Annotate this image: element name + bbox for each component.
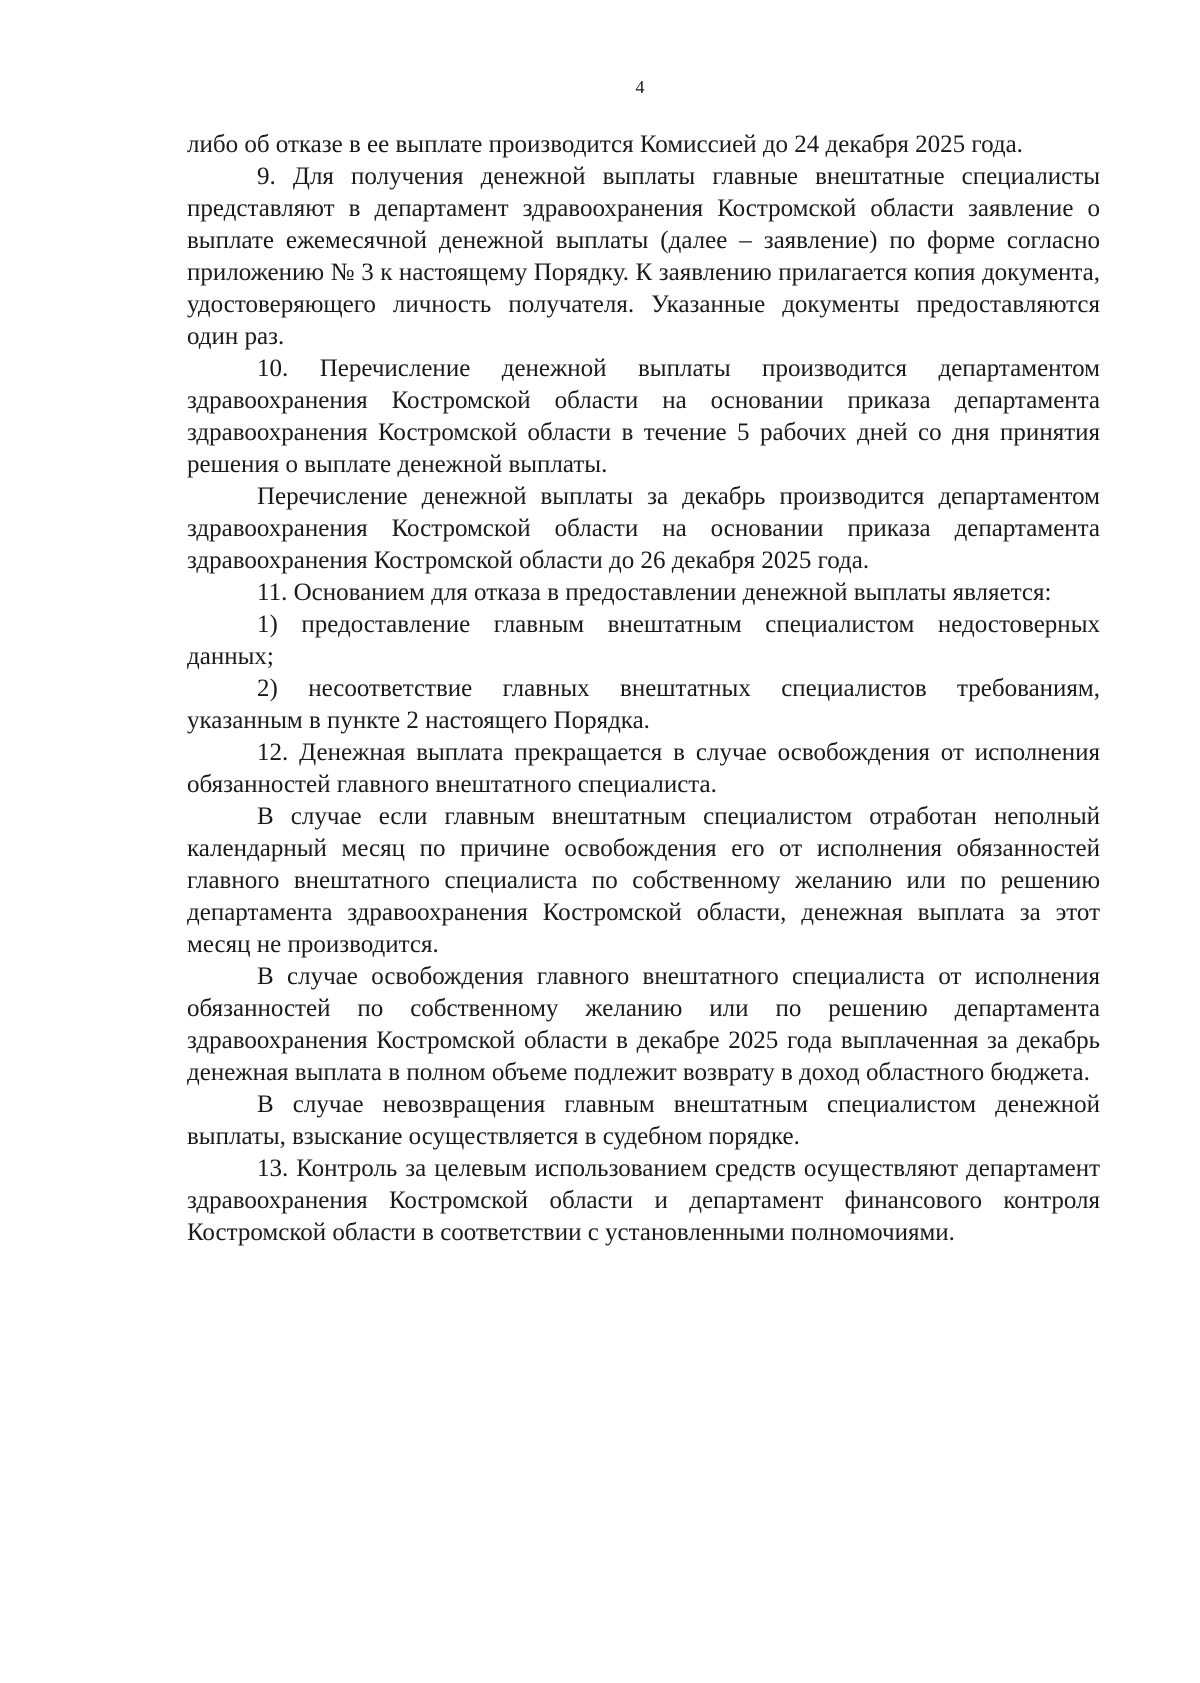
paragraph-item-11-2: 2) несоответствие главных внештатных специалистов требованиям, указанным в пункте 2 настоящего Порядка.: [187, 675, 1100, 734]
paragraph-december-transfer: Перечисление денежной выплаты за декабрь производится департаментом здравоохранения Костромской области на основании приказа департамента здравоохранения Костромской области до 26 декабря 2025 года.: [187, 483, 1100, 574]
paragraph-non-return: В случае невозвращения главным внештатным специалистом денежной выплаты, взыскание осуществляется в судебном порядке.: [187, 1091, 1100, 1150]
paragraph-item-11-1: 1) предоставление главным внештатным специалистом недостоверных данных;: [187, 611, 1100, 670]
paragraph-continuation: либо об отказе в ее выплате производится Комиссией до 24 декабря 2025 года.: [187, 131, 1023, 158]
paragraph-december-release: В случае освобождения главного внештатного специалиста от исполнения обязанностей по собственному желанию или по решению департамента здравоохранения Костромской области в декабре 2025 года выплаченная за декабрь денежная выплата в полном объеме подлежит возврату в доход областного бюджета.: [187, 963, 1100, 1086]
paragraph-item-11: 11. Основанием для отказа в предоставлении денежной выплаты является:: [257, 579, 1052, 606]
document-body: [187, 129, 1100, 1249]
paragraph-item-9: 9. Для получения денежной выплаты главные внештатные специалисты представляют в департамент здравоохранения Костромской области заявление о выплате ежемесячной денежной выплаты (далее – заявление) по форме согласно приложению № 3 к настоящему Порядку. К заявлению прилагается копия документа, удостоверяющего личность получателя. Указанные документы предоставляются один раз.: [187, 163, 1100, 350]
page-number: 4: [635, 77, 645, 97]
paragraph-item-12: 12. Денежная выплата прекращается в случае освобождения от исполнения обязанностей главного внештатного специалиста.: [187, 739, 1100, 798]
paragraph-item-10: 10. Перечисление денежной выплаты производится департаментом здравоохранения Костромской области на основании приказа департамента здравоохранения Костромской области в течение 5 рабочих дней со дня принятия решения о выплате денежной выплаты.: [187, 355, 1100, 478]
paragraph-incomplete-month: В случае если главным внештатным специалистом отработан неполный календарный месяц по причине освобождения его от исполнения обязанностей главного внештатного специалиста по собственному желанию или по решению департамента здравоохранения Костромской области, денежная выплата за этот месяц не производится.: [187, 803, 1100, 958]
paragraph-item-13: 13. Контроль за целевым использованием средств осуществляют департамент здравоохранения Костромской области и департамент финансового контроля Костромской области в соответствии с установленными полномочиями.: [187, 1155, 1100, 1246]
